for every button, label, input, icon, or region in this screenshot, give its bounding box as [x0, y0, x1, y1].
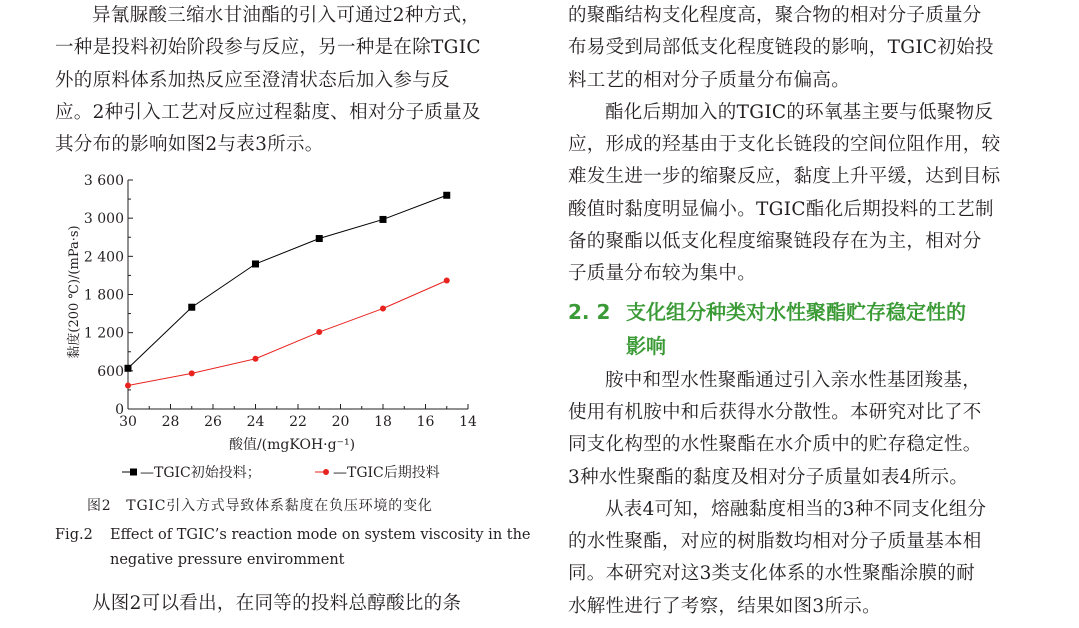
series-2: [125, 278, 450, 389]
legend-swatch-marker: [323, 469, 329, 475]
text-line: 备的聚酯以低支化程度缩聚链段存在为主，相对分: [568, 231, 982, 253]
x-tick-label: 18: [374, 414, 392, 430]
legend-swatch-marker: [130, 469, 137, 476]
text-line: 应，形成的羟基由于支化长链段的空间位阻作用，较: [568, 134, 1001, 156]
chart-axes: [128, 180, 468, 409]
text-line: 外的原料体系加热反应至澄清状态后加入参与反: [55, 69, 450, 91]
series-line: [128, 195, 447, 368]
y-tick-label: 3 000: [83, 211, 124, 228]
figure-caption-cn: 图2 TGIC引入方式导致体系黏度在负压环境的变化: [87, 498, 433, 514]
text-line: 酯化后期加入的TGIC的环氧基主要与低聚物反: [605, 101, 994, 123]
legend-label: —TGIC初始投料；: [140, 465, 261, 481]
data-point: [252, 260, 259, 267]
y-tick-label: 600: [97, 363, 124, 380]
x-tick-label: 20: [331, 414, 350, 430]
text-line: 的聚酯结构支化程度高，聚合物的相对分子质量分: [568, 5, 982, 26]
heading-line: 支化组分种类对水性聚酯贮存稳定性的: [626, 299, 966, 324]
y-tick-label: 3 600: [83, 173, 124, 189]
text-line: 料工艺的相对分子质量分布偏高。: [568, 69, 851, 91]
text-line: 子质量分布较为集中。: [568, 263, 757, 285]
paragraph: [568, 97, 1048, 291]
y-tick-label: 1 800: [83, 287, 124, 304]
after-figure-paragraph: [55, 588, 533, 620]
data-point: [443, 192, 450, 199]
y-axis-label: 黏度(200 ℃)/(mPa·s): [67, 225, 82, 359]
text-line: 布易受到局部低支化程度链段的影响，TGIC初始投: [568, 37, 994, 59]
caption-line: negative pressure enviromment: [110, 552, 345, 568]
text-line: 3种水性聚酯的黏度及相对分子质量如表4所示。: [568, 466, 969, 488]
left-column: [55, 0, 533, 161]
figure-caption-en: [55, 523, 533, 573]
x-tick-label: 14: [459, 414, 477, 430]
x-tick-label: 26: [204, 414, 222, 430]
data-point: [380, 216, 387, 223]
data-point: [125, 365, 132, 372]
data-point: [316, 329, 322, 335]
series-1: [125, 192, 451, 372]
figure-label: Fig.2: [55, 527, 93, 543]
x-tick-label: 16: [416, 414, 435, 430]
data-point: [253, 356, 259, 362]
paragraph: [568, 494, 1048, 623]
text-line: 应。2种引入工艺对反应过程黏度、相对分子质量及: [55, 101, 481, 123]
x-tick-label: 30: [119, 414, 137, 430]
chart-series: [125, 192, 451, 389]
viscosity-chart: [0, 160, 540, 490]
text-line: 一种是投料初始阶段参与反应，另一种是在除TGIC: [55, 37, 481, 59]
data-point: [444, 278, 450, 284]
text-line: 从图2可以看出，在同等的投料总醇酸比的条: [92, 593, 462, 614]
y-tick-label: 2 400: [83, 249, 124, 266]
text-line: 同支化构型的水性聚酯在水介质中的贮存稳定性。: [568, 434, 982, 456]
y-tick-label: 1 200: [83, 325, 124, 342]
legend-label: —TGIC后期投料: [333, 465, 440, 481]
series-line: [128, 281, 447, 386]
legend-item: [122, 464, 261, 481]
text-line: 水解性进行了考察，结果如图3所示。: [568, 595, 881, 617]
text-line: 的水性聚酯，对应的树脂数均相对分子质量基本相: [568, 531, 982, 553]
right-column: [568, 0, 1048, 623]
intro-paragraph: [55, 0, 533, 161]
text-line: 其分布的影响如图2与表3所示。: [55, 134, 324, 156]
text-line: 同。本研究对这3类支化体系的水性聚酯涂膜的耐: [568, 563, 975, 585]
text-line: 使用有机胺中和后获得水分散性。本研究对比了不: [568, 401, 982, 423]
data-point: [188, 304, 195, 311]
heading-line: 影响: [626, 333, 666, 358]
data-point: [125, 382, 131, 388]
text-line: 难发生进一步的缩聚反应，黏度上升平缓，达到目标: [568, 166, 1001, 188]
y-tick-label: 0: [115, 402, 124, 418]
data-point: [316, 235, 323, 242]
x-tick-label: 22: [289, 414, 307, 430]
x-axis-label: 酸值/(mgKOH·g⁻¹): [228, 437, 356, 453]
data-point: [189, 370, 195, 376]
legend-item: [315, 464, 440, 481]
caption-line: Effect of TGIC’s reaction mode on system viscosity in the: [110, 527, 531, 543]
x-tick-label: 24: [246, 414, 265, 430]
text-line: 酸值时黏度明显偏小。TGIC酯化后期投料的工艺制: [568, 198, 994, 220]
data-point: [380, 305, 386, 311]
text-line: 异氰脲酸三缩水甘油酯的引入可通过2种方式，: [92, 5, 481, 26]
paragraph: [568, 365, 1048, 494]
text-line: 从表4可知，熔融黏度相当的3种不同支化组分: [605, 498, 987, 520]
chart-ticks: [84, 173, 477, 430]
section-number: 2. 2: [568, 299, 611, 324]
chart-legend: [122, 464, 440, 481]
section-heading: [568, 295, 1048, 363]
continued-paragraph: [568, 0, 1048, 97]
x-tick-label: 28: [161, 414, 180, 430]
text-line: 胺中和型水性聚酯通过引入亲水性基团羧基，: [605, 369, 982, 391]
